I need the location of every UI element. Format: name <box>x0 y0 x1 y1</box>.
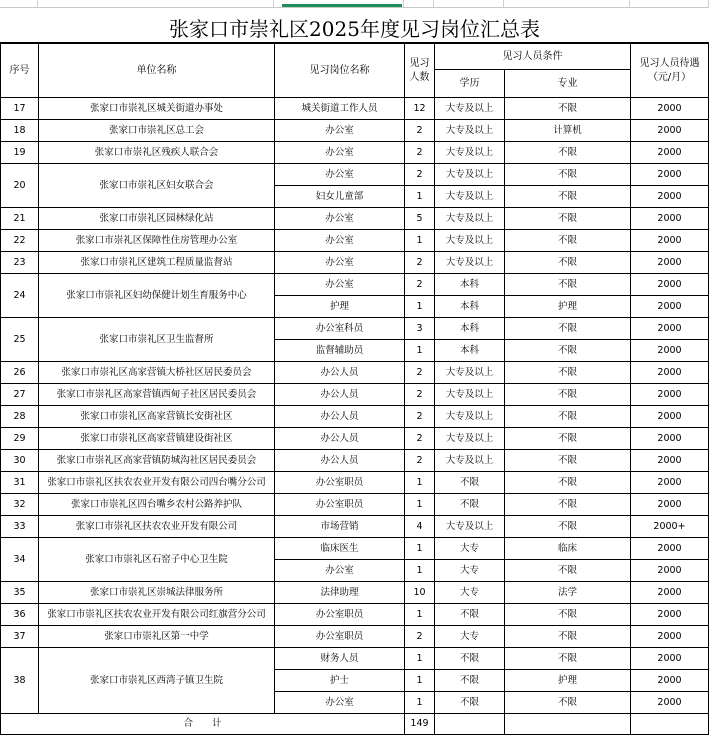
count-cell[interactable]: 1 <box>405 538 435 560</box>
seq-cell[interactable]: 34 <box>1 538 39 582</box>
salary-cell[interactable]: 2000+ <box>631 516 709 538</box>
education-cell[interactable]: 不限 <box>435 670 505 692</box>
table-row <box>1 472 709 494</box>
seq-cell[interactable]: 32 <box>1 494 39 516</box>
count-cell[interactable]: 2 <box>405 384 435 406</box>
seq-cell[interactable]: 24 <box>1 274 39 318</box>
sheet-title: 张家口市崇礼区2025年度见习岗位汇总表 <box>169 17 540 41</box>
major-cell[interactable]: 不限 <box>505 186 631 208</box>
table-row <box>1 450 709 472</box>
major-cell[interactable]: 不限 <box>505 208 631 230</box>
column-header-cell[interactable] <box>274 0 404 7</box>
seq-cell[interactable]: 36 <box>1 604 39 626</box>
salary-cell[interactable]: 2000 <box>631 648 709 670</box>
major-cell[interactable]: 不限 <box>505 362 631 384</box>
summary-table <box>0 43 709 735</box>
column-header-cell[interactable] <box>38 0 274 7</box>
title-row[interactable] <box>0 7 709 43</box>
count-cell[interactable]: 1 <box>405 296 435 318</box>
header-position[interactable]: 见习岗位名称 <box>275 44 405 98</box>
count-cell[interactable]: 2 <box>405 120 435 142</box>
position-cell[interactable]: 财务人员 <box>275 648 405 670</box>
count-cell[interactable]: 1 <box>405 560 435 582</box>
table-row <box>1 384 709 406</box>
salary-cell[interactable]: 2000 <box>631 450 709 472</box>
table-row <box>1 208 709 230</box>
total-count-cell[interactable]: 149 <box>405 714 435 735</box>
education-cell[interactable]: 大专及以上 <box>435 252 505 274</box>
major-cell[interactable]: 不限 <box>505 472 631 494</box>
major-cell[interactable]: 不限 <box>505 560 631 582</box>
education-cell[interactable]: 大专 <box>435 582 505 604</box>
position-cell[interactable]: 市场营销 <box>275 516 405 538</box>
education-cell[interactable]: 大专及以上 <box>435 428 505 450</box>
major-cell[interactable]: 不限 <box>505 428 631 450</box>
education-cell[interactable]: 不限 <box>435 472 505 494</box>
table-row <box>1 516 709 538</box>
count-cell[interactable]: 12 <box>405 98 435 120</box>
unit-cell[interactable]: 张家口市崇礼区城关街道办事处 <box>39 98 275 120</box>
count-cell[interactable]: 2 <box>405 362 435 384</box>
table-row <box>1 120 709 142</box>
salary-cell[interactable]: 2000 <box>631 164 709 186</box>
unit-cell[interactable]: 张家口市崇礼区扶农农业开发有限公司 <box>39 516 275 538</box>
seq-cell[interactable]: 19 <box>1 142 39 164</box>
table-row <box>1 494 709 516</box>
position-cell[interactable]: 法律助理 <box>275 582 405 604</box>
unit-cell[interactable]: 张家口市崇礼区残疾人联合会 <box>39 142 275 164</box>
seq-cell[interactable]: 37 <box>1 626 39 648</box>
salary-cell[interactable]: 2000 <box>631 120 709 142</box>
unit-cell[interactable]: 张家口市崇礼区高家营镇西甸子社区居民委员会 <box>39 384 275 406</box>
position-cell[interactable]: 办公室科员 <box>275 318 405 340</box>
position-cell[interactable]: 办公室 <box>275 142 405 164</box>
position-cell[interactable]: 临床医生 <box>275 538 405 560</box>
education-cell[interactable]: 本科 <box>435 296 505 318</box>
major-cell[interactable]: 不限 <box>505 274 631 296</box>
major-cell[interactable]: 不限 <box>505 142 631 164</box>
seq-cell[interactable]: 23 <box>1 252 39 274</box>
education-cell[interactable]: 大专 <box>435 560 505 582</box>
education-cell[interactable]: 大专及以上 <box>435 516 505 538</box>
table-row <box>1 648 709 670</box>
salary-cell[interactable]: 2000 <box>631 252 709 274</box>
unit-cell[interactable]: 张家口市崇礼区扶农农业开发有限公司四台嘴分公司 <box>39 472 275 494</box>
table-row <box>1 98 709 120</box>
salary-cell[interactable]: 2000 <box>631 274 709 296</box>
education-cell[interactable]: 不限 <box>435 648 505 670</box>
education-cell[interactable]: 大专及以上 <box>435 406 505 428</box>
unit-cell[interactable]: 张家口市崇礼区第一中学 <box>39 626 275 648</box>
salary-cell[interactable]: 2000 <box>631 362 709 384</box>
table-row <box>1 274 709 296</box>
count-cell[interactable]: 1 <box>405 230 435 252</box>
unit-cell[interactable]: 张家口市崇礼区高家营镇防城沟社区居民委员会 <box>39 450 275 472</box>
count-cell[interactable]: 2 <box>405 626 435 648</box>
sheet-top-strip <box>0 0 709 7</box>
seq-cell[interactable]: 38 <box>1 648 39 714</box>
major-cell[interactable]: 不限 <box>505 494 631 516</box>
education-cell[interactable]: 大专及以上 <box>435 208 505 230</box>
position-cell[interactable]: 办公室 <box>275 208 405 230</box>
seq-cell[interactable]: 27 <box>1 384 39 406</box>
major-cell[interactable]: 不限 <box>505 604 631 626</box>
major-cell[interactable]: 不限 <box>505 340 631 362</box>
count-cell[interactable]: 1 <box>405 494 435 516</box>
salary-cell[interactable]: 2000 <box>631 604 709 626</box>
salary-cell[interactable]: 2000 <box>631 626 709 648</box>
salary-cell[interactable]: 2000 <box>631 296 709 318</box>
salary-cell[interactable]: 2000 <box>631 230 709 252</box>
major-cell[interactable]: 护理 <box>505 670 631 692</box>
column-header-cell[interactable] <box>0 0 38 7</box>
column-header-cell[interactable] <box>404 0 434 7</box>
position-cell[interactable]: 办公人员 <box>275 384 405 406</box>
count-cell[interactable]: 1 <box>405 472 435 494</box>
position-cell[interactable]: 办公室 <box>275 164 405 186</box>
unit-cell[interactable]: 张家口市崇礼区扶农农业开发有限公司红旗营分公司 <box>39 604 275 626</box>
unit-cell[interactable]: 张家口市崇礼区石窑子中心卫生院 <box>39 538 275 582</box>
count-cell[interactable]: 1 <box>405 340 435 362</box>
major-cell[interactable]: 不限 <box>505 230 631 252</box>
position-cell[interactable]: 办公室 <box>275 692 405 714</box>
table-row <box>1 428 709 450</box>
major-cell[interactable]: 不限 <box>505 626 631 648</box>
table-row <box>1 626 709 648</box>
education-cell[interactable]: 本科 <box>435 340 505 362</box>
count-cell[interactable]: 2 <box>405 274 435 296</box>
salary-cell[interactable]: 2000 <box>631 384 709 406</box>
position-cell[interactable]: 办公室职员 <box>275 604 405 626</box>
seq-cell[interactable]: 17 <box>1 98 39 120</box>
unit-cell[interactable]: 张家口市崇礼区建筑工程质量监督站 <box>39 252 275 274</box>
education-cell[interactable]: 大专及以上 <box>435 362 505 384</box>
seq-cell[interactable]: 35 <box>1 582 39 604</box>
unit-cell[interactable]: 张家口市崇礼区西湾子镇卫生院 <box>39 648 275 714</box>
count-cell[interactable]: 1 <box>405 186 435 208</box>
education-cell[interactable]: 大专及以上 <box>435 230 505 252</box>
count-cell[interactable]: 3 <box>405 318 435 340</box>
count-cell[interactable]: 1 <box>405 692 435 714</box>
unit-cell[interactable]: 张家口市崇礼区妇幼保健计划生育服务中心 <box>39 274 275 318</box>
position-cell[interactable]: 办公室职员 <box>275 626 405 648</box>
salary-cell[interactable]: 2000 <box>631 538 709 560</box>
header-unit[interactable]: 单位名称 <box>39 44 275 98</box>
position-cell[interactable]: 护士 <box>275 670 405 692</box>
table-row <box>1 406 709 428</box>
header-education[interactable]: 学历 <box>435 70 505 98</box>
position-cell[interactable]: 办公人员 <box>275 428 405 450</box>
header-count[interactable]: 见习人数 <box>405 44 435 98</box>
major-cell[interactable]: 不限 <box>505 98 631 120</box>
education-cell[interactable]: 大专 <box>435 626 505 648</box>
table-row <box>1 362 709 384</box>
education-cell[interactable]: 大专及以上 <box>435 142 505 164</box>
education-cell[interactable]: 大专及以上 <box>435 98 505 120</box>
count-cell[interactable]: 1 <box>405 670 435 692</box>
position-cell[interactable]: 办公室 <box>275 230 405 252</box>
total-empty-cell[interactable] <box>435 714 505 735</box>
education-cell[interactable]: 大专及以上 <box>435 120 505 142</box>
major-cell[interactable]: 不限 <box>505 450 631 472</box>
count-cell[interactable]: 1 <box>405 648 435 670</box>
seq-cell[interactable]: 20 <box>1 164 39 208</box>
education-cell[interactable]: 不限 <box>435 604 505 626</box>
unit-cell[interactable]: 张家口市崇礼区妇女联合会 <box>39 164 275 208</box>
position-cell[interactable]: 监督辅助员 <box>275 340 405 362</box>
unit-cell[interactable]: 张家口市崇礼区保障性住房管理办公室 <box>39 230 275 252</box>
position-cell[interactable]: 办公人员 <box>275 406 405 428</box>
unit-cell[interactable]: 张家口市崇礼区园林绿化站 <box>39 208 275 230</box>
seq-cell[interactable]: 26 <box>1 362 39 384</box>
salary-cell[interactable]: 2000 <box>631 340 709 362</box>
major-cell[interactable]: 不限 <box>505 406 631 428</box>
position-cell[interactable]: 办公人员 <box>275 362 405 384</box>
seq-cell[interactable]: 21 <box>1 208 39 230</box>
position-cell[interactable]: 办公人员 <box>275 450 405 472</box>
column-header-cell[interactable] <box>504 0 630 7</box>
major-cell[interactable]: 临床 <box>505 538 631 560</box>
table-row <box>1 142 709 164</box>
major-cell[interactable]: 护理 <box>505 296 631 318</box>
education-cell[interactable]: 大专及以上 <box>435 164 505 186</box>
seq-cell[interactable]: 28 <box>1 406 39 428</box>
unit-cell[interactable]: 张家口市崇礼区高家营镇长安街社区 <box>39 406 275 428</box>
position-cell[interactable]: 办公室 <box>275 252 405 274</box>
unit-cell[interactable]: 张家口市崇礼区崇城法律服务所 <box>39 582 275 604</box>
table-row <box>1 164 709 186</box>
position-cell[interactable]: 妇女儿童部 <box>275 186 405 208</box>
education-cell[interactable]: 本科 <box>435 274 505 296</box>
seq-cell[interactable]: 29 <box>1 428 39 450</box>
count-cell[interactable]: 4 <box>405 516 435 538</box>
position-cell[interactable]: 办公室 <box>275 120 405 142</box>
salary-cell[interactable]: 2000 <box>631 670 709 692</box>
position-cell[interactable]: 办公室职员 <box>275 494 405 516</box>
table-row <box>1 318 709 340</box>
count-cell[interactable]: 2 <box>405 252 435 274</box>
total-label-cell[interactable]: 合 计 <box>1 714 405 735</box>
table-row <box>1 252 709 274</box>
count-cell[interactable]: 2 <box>405 450 435 472</box>
count-cell[interactable]: 2 <box>405 406 435 428</box>
position-cell[interactable]: 护理 <box>275 296 405 318</box>
unit-cell[interactable]: 张家口市崇礼区四台嘴乡农村公路养护队 <box>39 494 275 516</box>
education-cell[interactable]: 不限 <box>435 494 505 516</box>
count-cell[interactable]: 2 <box>405 164 435 186</box>
position-cell[interactable]: 办公室 <box>275 560 405 582</box>
table-row <box>1 230 709 252</box>
seq-cell[interactable]: 18 <box>1 120 39 142</box>
education-cell[interactable]: 本科 <box>435 318 505 340</box>
salary-cell[interactable]: 2000 <box>631 142 709 164</box>
header-seq[interactable]: 序号 <box>1 44 39 98</box>
major-cell[interactable]: 不限 <box>505 692 631 714</box>
salary-cell[interactable]: 2000 <box>631 428 709 450</box>
salary-cell[interactable]: 2000 <box>631 560 709 582</box>
major-cell[interactable]: 不限 <box>505 384 631 406</box>
major-cell[interactable]: 不限 <box>505 318 631 340</box>
major-cell[interactable]: 不限 <box>505 648 631 670</box>
salary-cell[interactable]: 2000 <box>631 692 709 714</box>
count-cell[interactable]: 2 <box>405 428 435 450</box>
major-cell[interactable]: 计算机 <box>505 120 631 142</box>
salary-cell[interactable]: 2000 <box>631 494 709 516</box>
salary-cell[interactable]: 2000 <box>631 98 709 120</box>
unit-cell[interactable]: 张家口市崇礼区总工会 <box>39 120 275 142</box>
major-cell[interactable]: 法学 <box>505 582 631 604</box>
major-cell[interactable]: 不限 <box>505 252 631 274</box>
unit-cell[interactable]: 张家口市崇礼区卫生监督所 <box>39 318 275 362</box>
education-cell[interactable]: 大专及以上 <box>435 384 505 406</box>
unit-cell[interactable]: 张家口市崇礼区高家营镇大桥社区居民委员会 <box>39 362 275 384</box>
count-cell[interactable]: 5 <box>405 208 435 230</box>
header-conditions[interactable]: 见习人员条件 <box>435 44 631 70</box>
seq-cell[interactable]: 33 <box>1 516 39 538</box>
seq-cell[interactable]: 22 <box>1 230 39 252</box>
position-cell[interactable]: 城关街道工作人员 <box>275 98 405 120</box>
education-cell[interactable]: 不限 <box>435 692 505 714</box>
seq-cell[interactable]: 30 <box>1 450 39 472</box>
position-cell[interactable]: 办公室 <box>275 274 405 296</box>
salary-cell[interactable]: 2000 <box>631 208 709 230</box>
seq-cell[interactable]: 25 <box>1 318 39 362</box>
major-cell[interactable]: 不限 <box>505 164 631 186</box>
column-header-cell[interactable] <box>434 0 504 7</box>
salary-cell[interactable]: 2000 <box>631 318 709 340</box>
total-empty-cell[interactable] <box>505 714 631 735</box>
education-cell[interactable]: 大专及以上 <box>435 450 505 472</box>
table-row <box>1 538 709 560</box>
education-cell[interactable]: 大专 <box>435 538 505 560</box>
count-cell[interactable]: 2 <box>405 142 435 164</box>
table-row <box>1 604 709 626</box>
column-header-cell[interactable] <box>630 0 709 7</box>
header-major[interactable]: 专业 <box>505 70 631 98</box>
seq-cell[interactable]: 31 <box>1 472 39 494</box>
major-cell[interactable]: 不限 <box>505 516 631 538</box>
header-salary[interactable]: 见习人员待遇（元/月） <box>631 44 709 98</box>
count-cell[interactable]: 10 <box>405 582 435 604</box>
salary-cell[interactable]: 2000 <box>631 186 709 208</box>
total-row <box>1 714 709 735</box>
table-row <box>1 582 709 604</box>
salary-cell[interactable]: 2000 <box>631 582 709 604</box>
salary-cell[interactable]: 2000 <box>631 472 709 494</box>
unit-cell[interactable]: 张家口市崇礼区高家营镇建设街社区 <box>39 428 275 450</box>
total-empty-cell[interactable] <box>631 714 709 735</box>
salary-cell[interactable]: 2000 <box>631 406 709 428</box>
position-cell[interactable]: 办公室职员 <box>275 472 405 494</box>
count-cell[interactable]: 1 <box>405 604 435 626</box>
education-cell[interactable]: 大专及以上 <box>435 186 505 208</box>
